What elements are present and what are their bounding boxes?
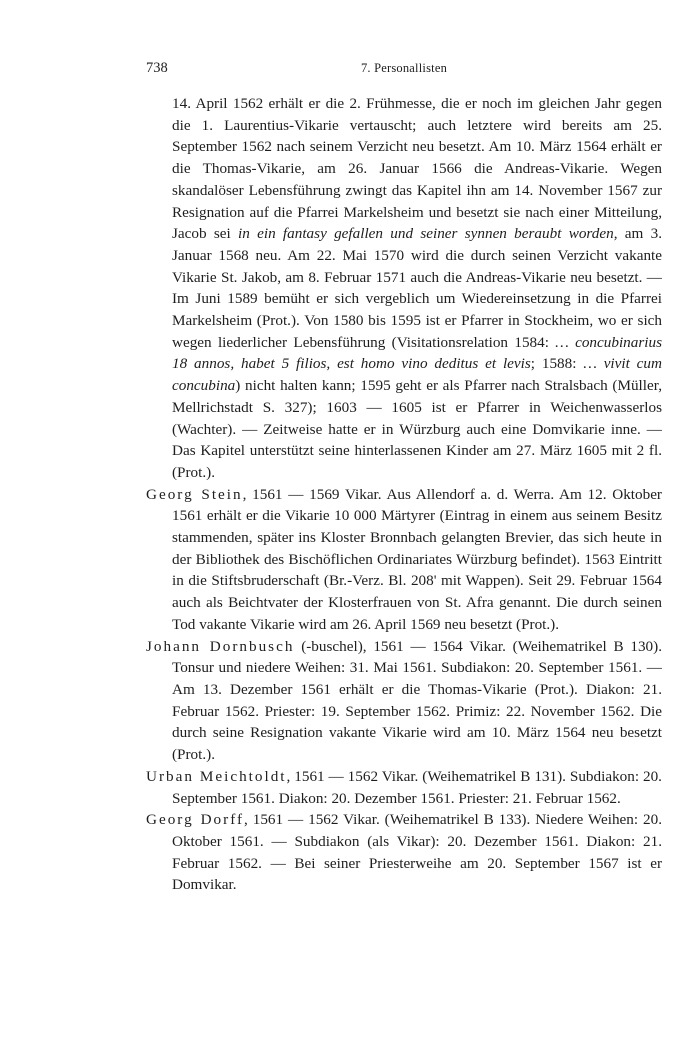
entry-text: ; 1588: — [530, 355, 584, 373]
entry-johann-dornbusch — [146, 636, 662, 766]
entry-continued — [146, 93, 662, 484]
entry-text: , 1561 — 1569 Vikar. Aus Allendorf a. d. Werra. Am 12. Oktober 1561 erhält er die Vikarie 10 000 Märtyrer (Eintrag in einem aus seinem Besitz stammenden, später ins Kloster Bronnbach gelangten Brevier, das sich heute in der Bibliothek des Bischöflichen Ordinariates Würzburg befindet). 1563 Eintritt in die Stiftsbruderschaft (Br.-Verz. Bl. 208' mit Wappen). Seit 29. Februar 1564 auch als Beichtvater der Klosterfrauen von St. Afra genannt. Die durch seinen Tod vakante Vikarie wird am 26. April 1569 neu besetzt (Prot.). — [172, 485, 662, 633]
entry-text: , 1561 — 1562 Vikar. (Weihematrikel B 131). Subdiakon: 20. September 1561. Diakon: 20. Dezember 1561. Priester: 21. Februar 1562. — [172, 767, 662, 807]
latin-quote: … vivit cum concubina — [172, 355, 662, 395]
entry-text: (-buschel), 1561 — 1564 Vikar. (Weihematrikel B 130). Tonsur und niedere Weihen: 31. Mai 1561. Subdiakon: 20. September 1561. — Am 13. Dezember 1561 erhält er die Thomas-Vikarie (Prot.). Diakon: 21. Februar 1562. Priester: 19. September 1562. Primiz: 22. November 1562. Die durch seine Resignation vakante Vikarie wird am 10. März 1564 neu besetzt (Prot.). — [172, 637, 662, 764]
entry-text: ) nicht halten kann; 1595 geht er als Pfarrer nach Stralsbach (Müller, Mellrichstadt S. 327); 1603 — 1605 ist er Pfarrer in Weichenwasserlos (Wachter). — Zeitweise hatte er in Würzburg auch eine Domvikarie inne. — Das Kapitel unterstützt seine hinterlassenen Kinder am 27. März 1605 mit 2 fl. (Prot.). — [172, 377, 662, 481]
entry-urban-meichtoldt — [146, 766, 662, 809]
person-name: Georg Stein — [146, 485, 243, 503]
person-name: Johann Dornbusch — [146, 637, 295, 655]
entry-text: 14. April 1562 erhält er die 2. Frühmesse, die er noch im gleichen Jahr gegen die 1. Laurentius-Vikarie vertauscht; auch letztere wird bereits am 25. September 1562 nach seinem Verzicht neu besetzt. Am 10. März 1564 erhält er die Thomas-Vikarie, am 26. Januar 1566 die Andreas-Vikarie. Wegen skandalöser Lebensführung zwingt das Kapitel ihn am 14. November 1567 zur Resignation auf die Pfarrei Markelsheim und besetzt sie nach einer Mitteilung, Jacob sei — [172, 95, 662, 243]
page-header — [146, 60, 662, 80]
latin-quote: in ein fantasy gefallen und seiner synnen beraubt worden — [238, 225, 614, 243]
page-number: 738 — [146, 60, 168, 76]
person-name: Urban Meichtoldt — [146, 767, 287, 785]
person-name: Georg Dorff — [146, 811, 245, 829]
body-text — [146, 93, 662, 896]
latin-quote: … concubinarius 18 annos, habet 5 filios, est homo vino deditus et levis — [172, 333, 662, 373]
entry-text: , am 3. Januar 1568 neu. Am 22. Mai 1570 wird die durch seinen Verzicht vakante Vikarie St. Jakob, am 8. Februar 1571 auch die Andreas-Vikarie neu besetzt. — Im Juni 1589 bemüht er sich vergeblich um Wiedereinsetzung in die Pfarrei Markelsheim (Prot.). Von 1580 bis 1595 ist er Pfarrer in Stockheim, wo er sich wegen liederlicher Lebensführung (Visitationsrelation 1584: — [172, 225, 662, 351]
running-head: 7. Personallisten — [360, 61, 448, 75]
entry-georg-dorff — [146, 809, 662, 896]
entry-text: , 1561 — 1562 Vikar. (Weihematrikel B 133). Niedere Weihen: 20. Oktober 1561. — Subdiakon (als Vikar): 20. Dezember 1561. Diakon: 21. Februar 1562. — Bei seiner Priesterweihe am 20. September 1567 ist er Domvikar. — [172, 811, 662, 894]
entry-georg-stein — [146, 484, 662, 636]
